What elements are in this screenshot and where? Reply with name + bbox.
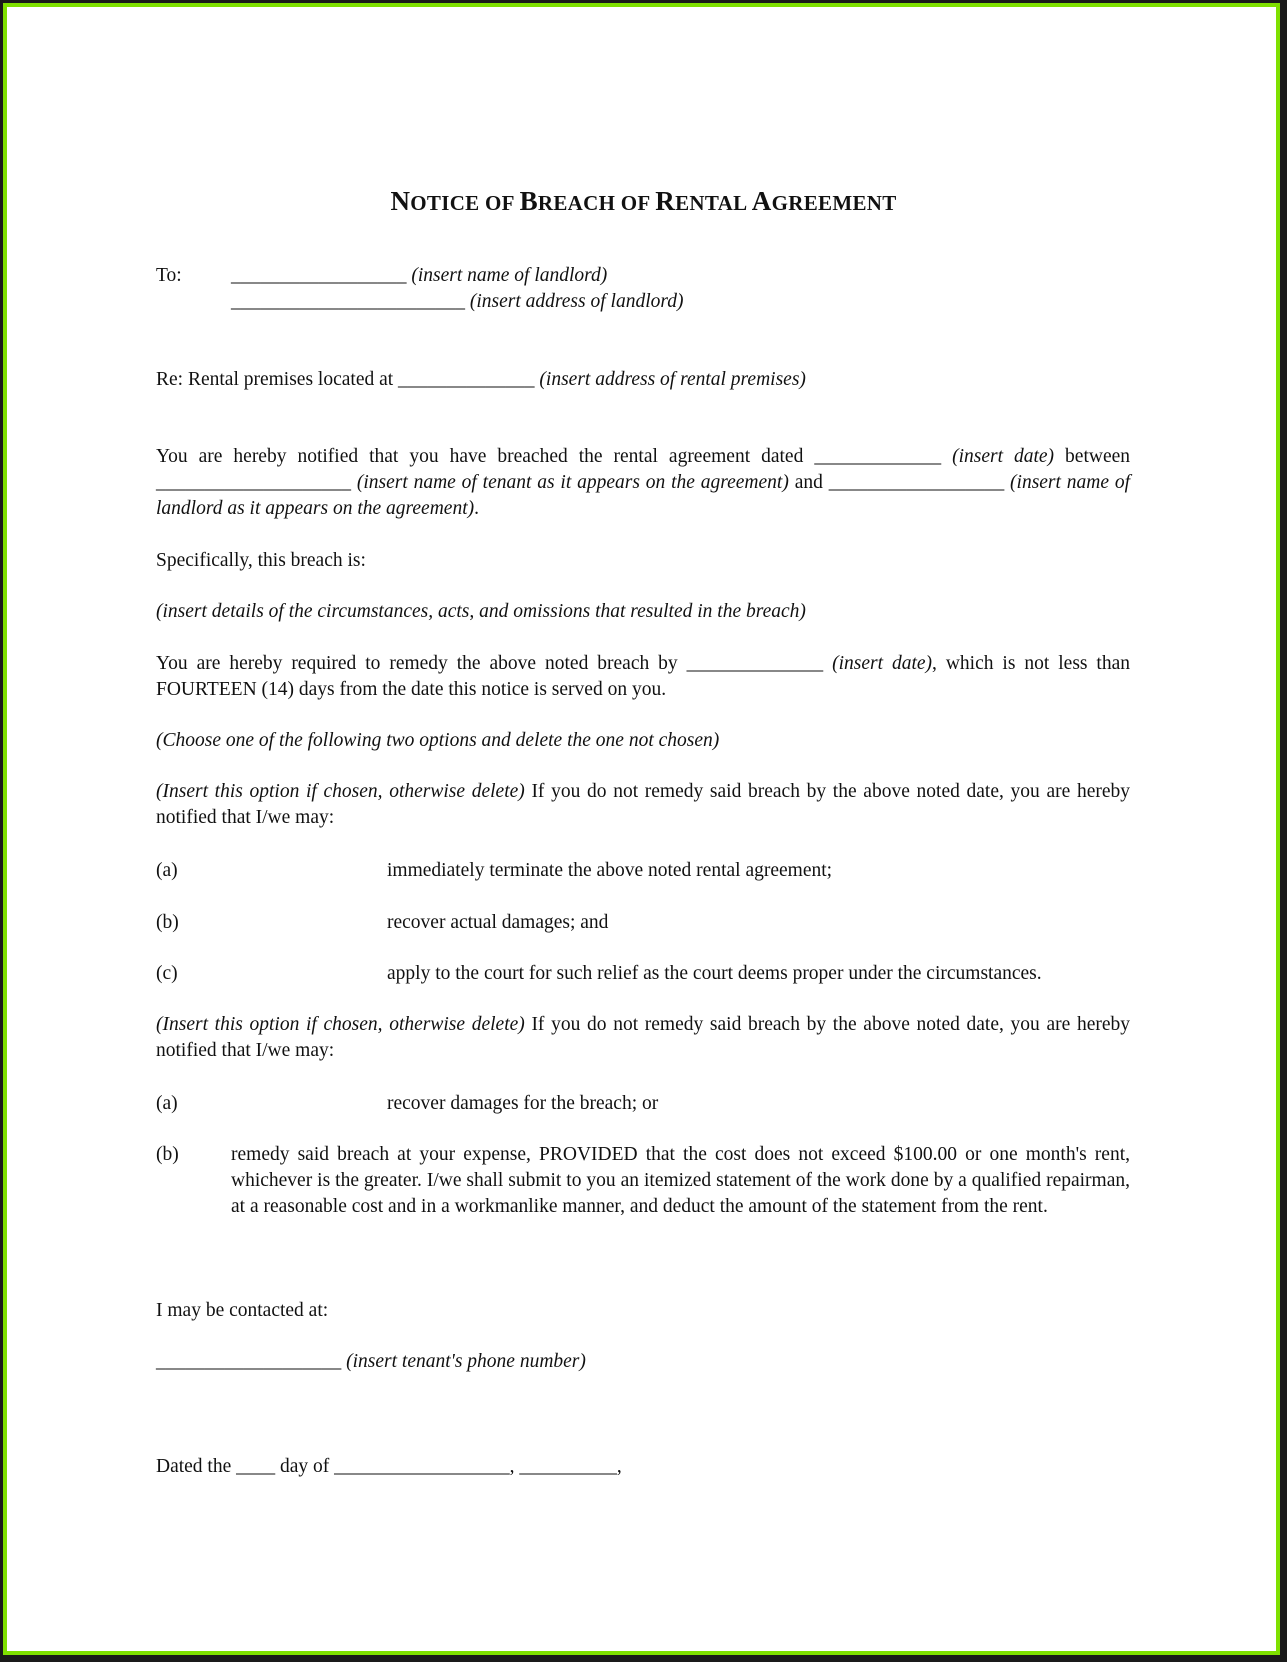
contact-phone-line: ___________________ (insert tenant's phone number) <box>156 1351 586 1372</box>
dated-line: Dated the ____ day of __________________, __________, <box>156 1456 622 1477</box>
contact-label: I may be contacted at: <box>156 1300 329 1321</box>
option1-item-c: (c) apply to the court for such relief as the court deems proper under the circumstances. <box>156 963 1042 984</box>
option1-paragraph: (Insert this option if chosen, otherwise delete) If you do not remedy said breach by the above noted date, you are hereby notified that I/we may: <box>156 781 1130 828</box>
option1-item-a: (a) immediately terminate the above noted rental agreement; <box>156 860 833 881</box>
option2-item-b-mark: (b) <box>156 1144 179 1165</box>
to-line-1: To: __________________ (insert name of landlord) <box>156 265 608 286</box>
choose-hint: (Choose one of the following two options and delete the one not chosen) <box>156 730 720 751</box>
option1-item-b: (b) recover actual damages; and <box>156 912 609 933</box>
document-title: NOTICE OF BREACH OF RENTAL AGREEMENT <box>390 186 897 216</box>
to-line-2: ________________________ (insert address of landlord) <box>231 291 684 312</box>
option2-item-a: (a) recover damages for the breach; or <box>156 1093 659 1114</box>
re-line: Re: Rental premises located at ______________ (insert address of rental premises) <box>156 369 806 390</box>
notice-paragraph: You are hereby notified that you have breached the rental agreement dated _____________ (insert date) between ____________________ (insert name of tenant as it appears on the agreement) and __________________ (insert name of landlord as it appears on the agreement). <box>156 446 1131 519</box>
remedy-paragraph: You are hereby required to remedy the above noted breach by ______________ (insert date), which is not less than FOURTEEN (14) days from the date this notice is served on you. <box>156 653 1131 700</box>
details-hint: (insert details of the circumstances, acts, and omissions that resulted in the breach) <box>156 601 806 622</box>
option2-paragraph: (Insert this option if chosen, otherwise delete) If you do not remedy said breach by the above noted date, you are hereby notified that I/we may: <box>156 1014 1130 1061</box>
option2-item-b: remedy said breach at your expense, PROVIDED that the cost does not exceed $100.00 or one month's rent, whichever is the greater. I/we shall submit to you an itemized statement of the work done by a qualified repairman, at a reasonable cost and in a workmanlike manner, and deduct the amount of the statement from the rent. <box>231 1144 1130 1217</box>
specifically-text: Specifically, this breach is: <box>156 550 366 571</box>
